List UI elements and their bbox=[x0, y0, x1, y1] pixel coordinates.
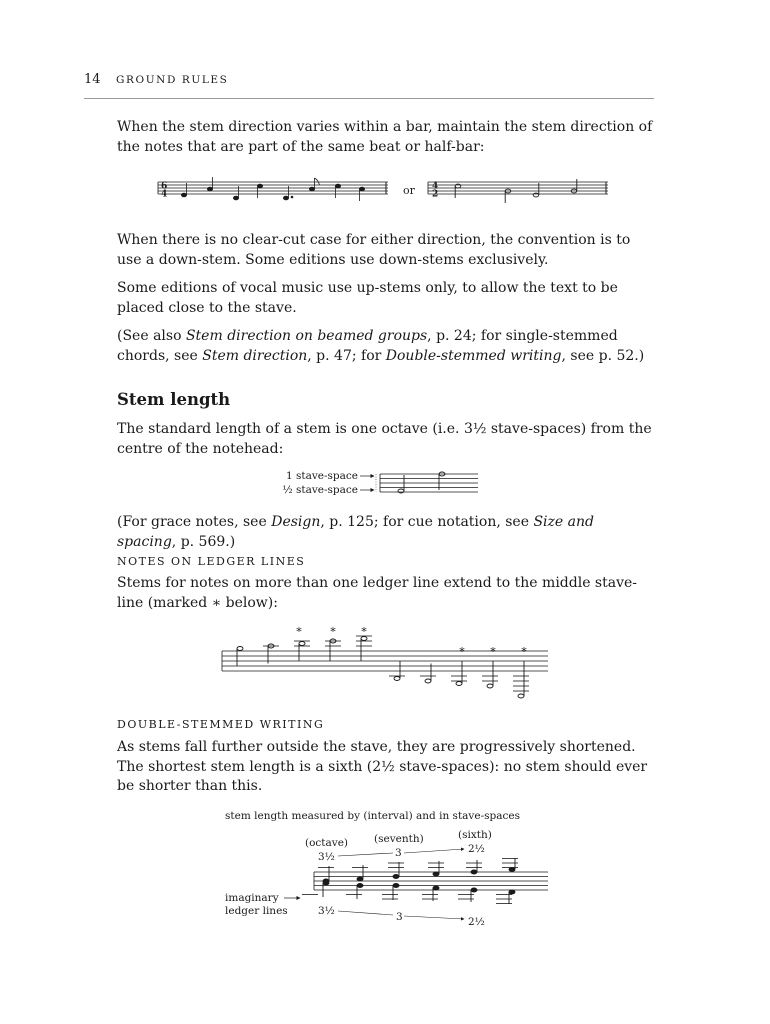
asterisk: ∗ bbox=[295, 623, 303, 636]
label-half-stave-space: ½ stave-space bbox=[282, 484, 358, 496]
reference: Design bbox=[271, 514, 321, 530]
value-octave-top: 3½ bbox=[318, 851, 335, 863]
section-heading-stem-length: Stem length bbox=[117, 390, 231, 409]
label-ledger-lines: ledger lines bbox=[225, 905, 288, 917]
example-stem-length bbox=[282, 470, 478, 496]
example-double-stemmed bbox=[225, 810, 548, 928]
asterisk: ∗ bbox=[329, 623, 337, 636]
text: , p. 24; for single-stemmed chords, see bbox=[117, 328, 618, 364]
asterisk: ∗ bbox=[489, 643, 497, 656]
value-seventh-bottom: 3 bbox=[396, 911, 403, 923]
text: (See also bbox=[117, 328, 186, 344]
text: , p. 125; for cue notation, see bbox=[320, 514, 534, 530]
value-seventh-top: 3 bbox=[395, 847, 402, 859]
time-signature-bottom: 2 bbox=[432, 189, 439, 200]
label-seventh: (seventh) bbox=[374, 833, 424, 845]
reference: Double-stemmed writing bbox=[385, 347, 562, 364]
paragraph-ledger: Stems for notes on more than one ledger line extend to the middle stave-line (marked ∗ below): bbox=[117, 575, 638, 611]
time-signature-bottom: 4 bbox=[161, 189, 168, 200]
value-sixth-top: 2½ bbox=[468, 843, 485, 855]
paragraph-standard-length: The standard length of a stem is one octave (i.e. 3½ stave-spaces) from the centre of the notehead: bbox=[117, 421, 652, 457]
time-signature-top: 6 bbox=[161, 181, 168, 192]
value-sixth-bottom: 2½ bbox=[468, 916, 485, 928]
or-label: or bbox=[403, 184, 415, 197]
asterisk: ∗ bbox=[520, 643, 528, 656]
label-sixth: (sixth) bbox=[458, 829, 492, 841]
asterisk: ∗ bbox=[458, 643, 466, 656]
page-number: 14 bbox=[84, 72, 101, 87]
value-octave-bottom: 3½ bbox=[318, 905, 335, 917]
reference: Size and spacing bbox=[117, 514, 594, 550]
text: , p. 569.) bbox=[171, 533, 236, 550]
label-octave: (octave) bbox=[305, 837, 349, 849]
label-one-stave-space: 1 stave-space bbox=[285, 470, 358, 482]
paragraph-shortened: As stems fall further outside the stave, they are progressively shortened. The shortest stem length is a sixth (2½ stave-spaces): no stem should ever be shorter than this. bbox=[117, 739, 648, 794]
example-ledger-lines bbox=[222, 623, 548, 698]
paragraph-vocal: Some editions of vocal music use up-stems only, to allow the text to be placed close to the stave. bbox=[117, 280, 618, 316]
text: , p. 47; for bbox=[307, 347, 386, 364]
label-imaginary: imaginary bbox=[225, 892, 279, 904]
running-head: GROUND RULES bbox=[116, 74, 229, 86]
asterisk: ∗ bbox=[360, 623, 368, 636]
paragraph-stem-direction: When the stem direction varies within a bar, maintain the stem direction of the notes that are part of the same beat or half-bar: bbox=[117, 119, 653, 155]
example-caption: stem length measured by (interval) and in stave-spaces bbox=[225, 810, 520, 822]
reference: Stem direction on beamed groups bbox=[185, 328, 428, 344]
text: (For grace notes, see bbox=[117, 514, 272, 530]
reference: Stem direction bbox=[202, 347, 308, 364]
example-stem-direction bbox=[158, 177, 608, 203]
time-signature-top: 4 bbox=[432, 181, 439, 192]
text: , see p. 52.) bbox=[561, 347, 645, 364]
subheading-double-stemmed: DOUBLE-STEMMED WRITING bbox=[117, 718, 325, 731]
paragraph-down-stem: When there is no clear-cut case for either direction, the convention is to use a down-stem. Some editions use down-stems exclusively. bbox=[117, 232, 631, 268]
subheading-ledger-lines: NOTES ON LEDGER LINES bbox=[117, 555, 306, 568]
